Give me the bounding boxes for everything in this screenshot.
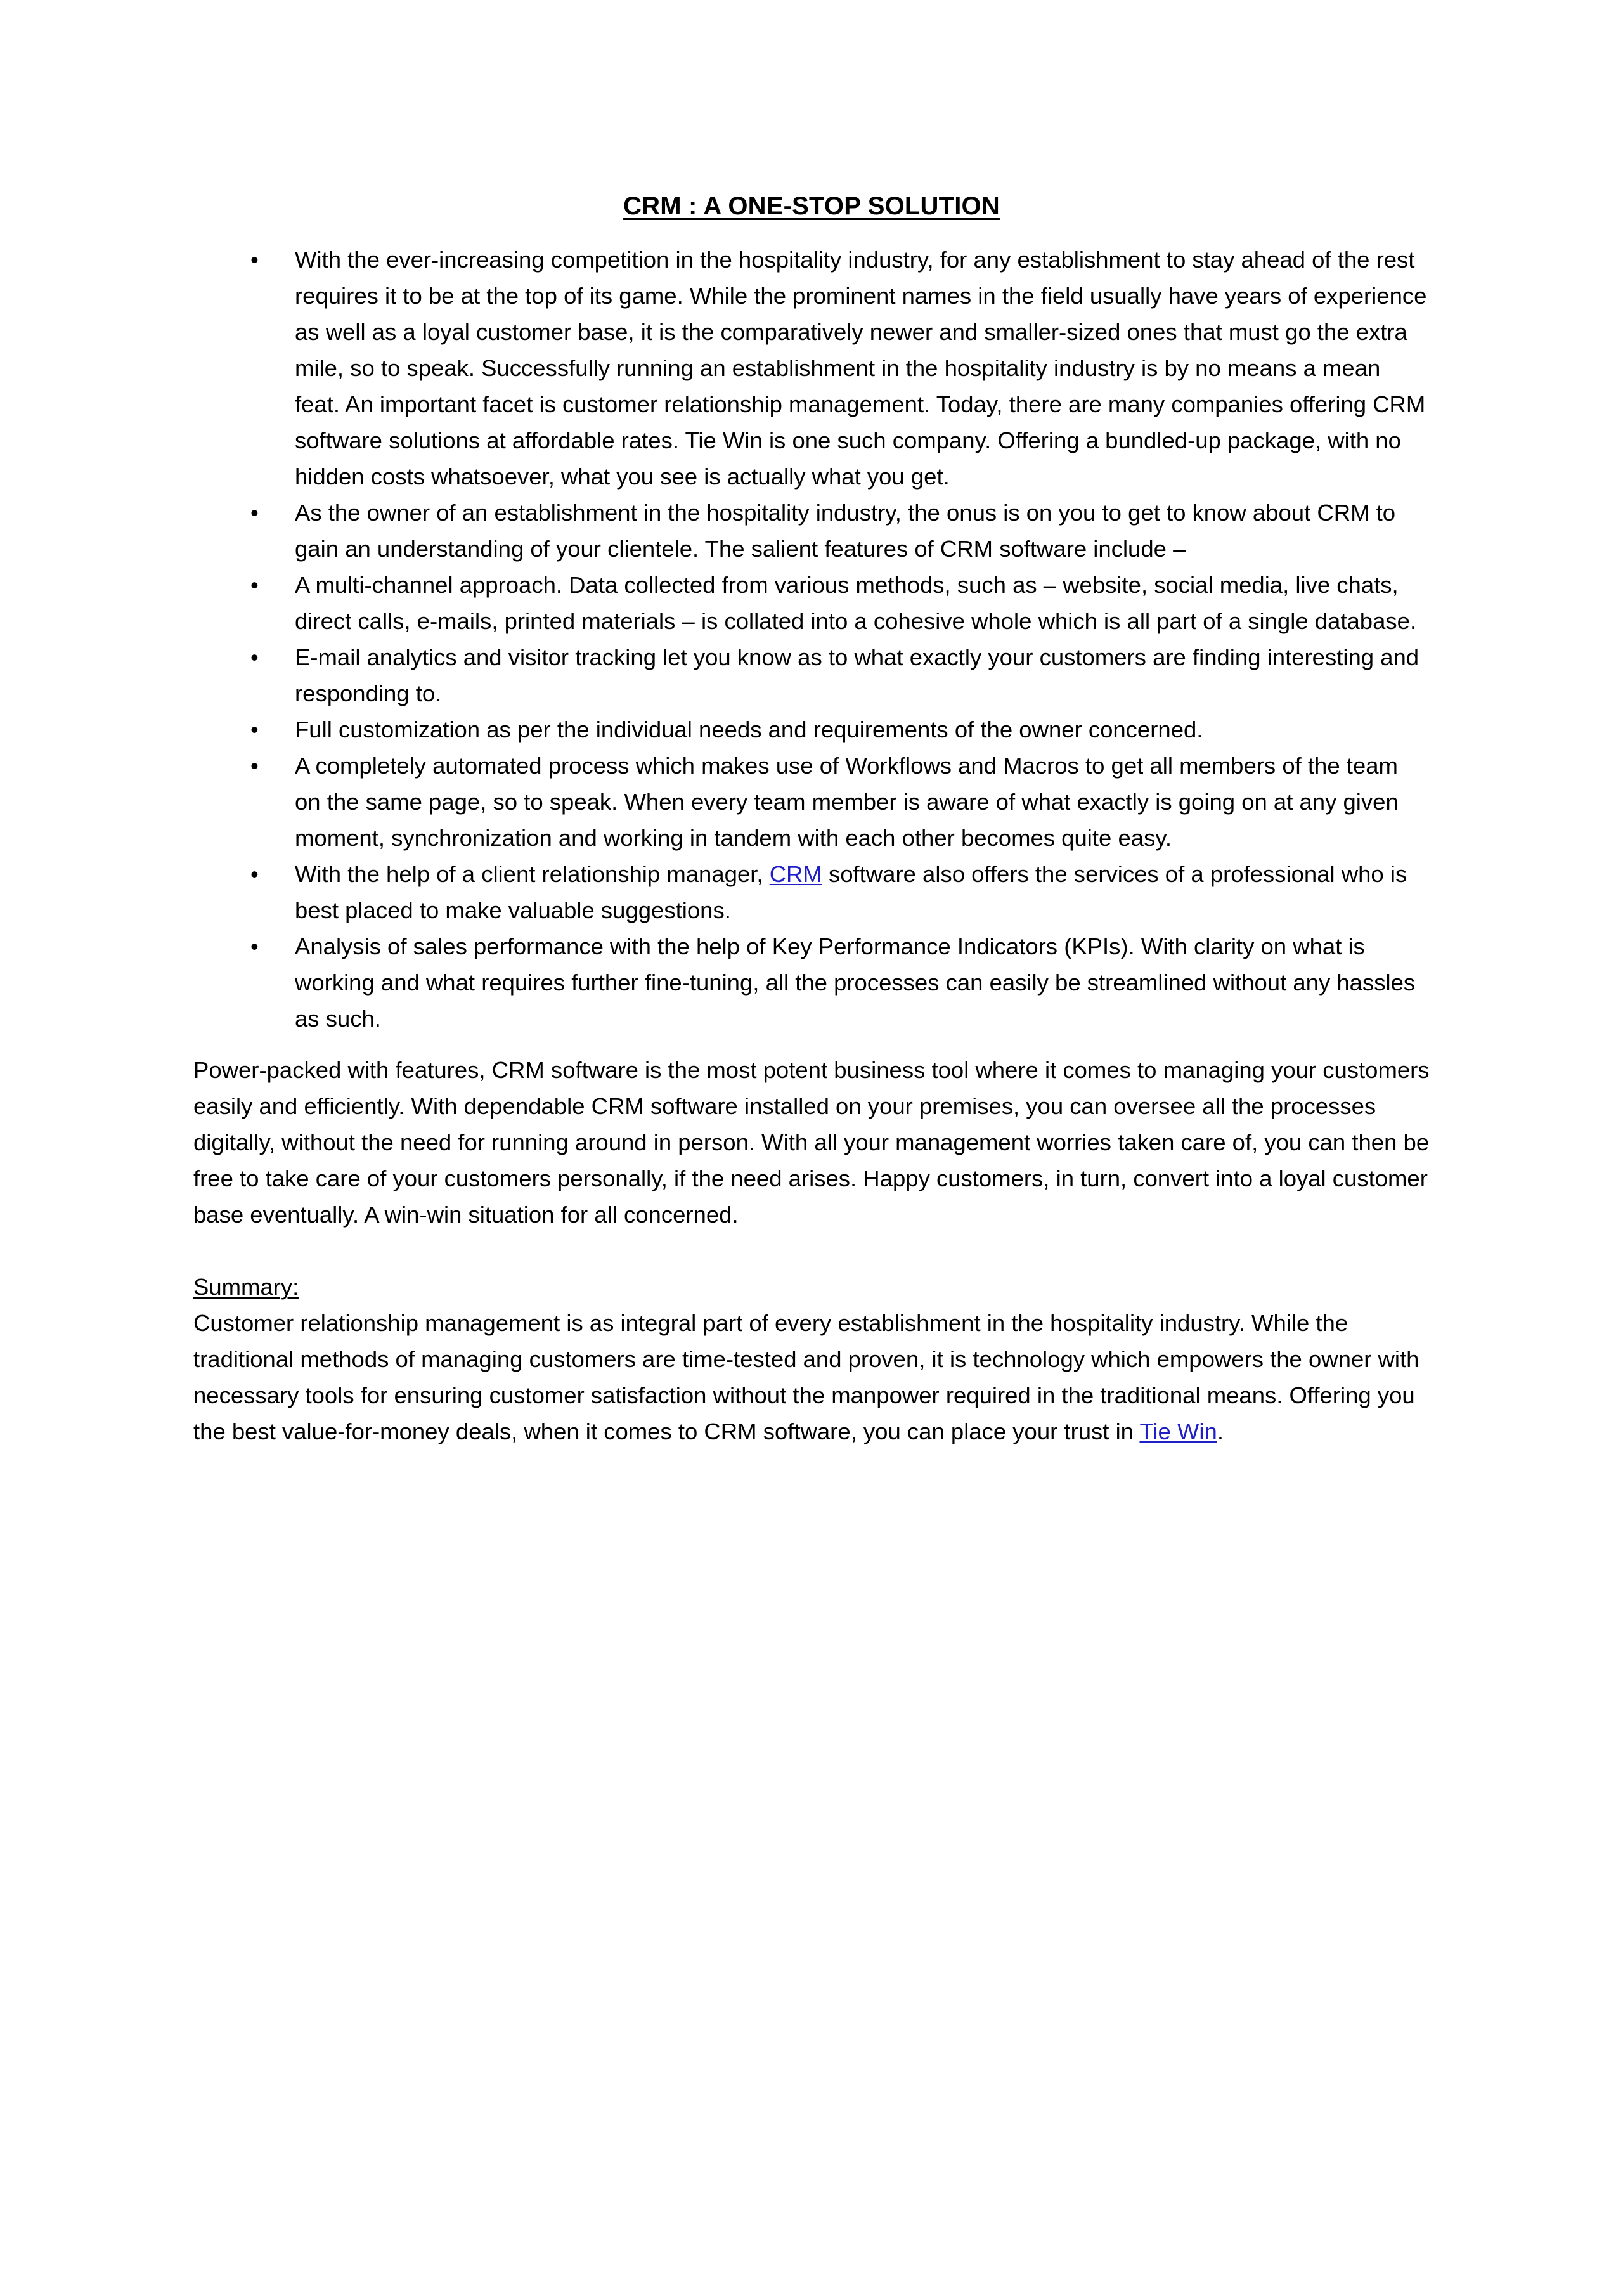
crm-hyperlink[interactable]: CRM [769,861,822,888]
feature-bullet-list [250,242,1430,1037]
tie-win-hyperlink[interactable]: Tie Win [1139,1418,1217,1445]
summary-text-before: Customer relationship management is as integral part of every establishment in the hospitality industry. While the traditional methods of managing customers are time-tested and proven, it is technology which empowers the owner with necessary tools for ensuring customer satisfaction without the manpower required in the traditional means. Offering you the best value-for-money deals, when it comes to CRM software, you can place your trust in [193,1310,1419,1445]
page-title-text: CRM : A ONE-STOP SOLUTION [623,192,1000,220]
list-item-automated-process: • A completely automated process which makes use of Workflows and Macros to get all members of the team on the same page, so to speak. When every team member is aware of what exactly is going on at any given moment, synchronization and working in tandem with each other becomes quite easy. [250,748,1430,856]
summary-heading [193,1269,1430,1305]
summary-text-after: . [1217,1418,1224,1445]
spacer-after-bullets [193,1037,1430,1052]
page-title [193,190,1430,223]
spacer-before-summary [193,1233,1430,1269]
summary-heading-text: Summary: [193,1274,299,1300]
list-item-full-customization: • Full customization as per the individual needs and requirements of the owner concerned. [250,711,1430,748]
list-item-multi-channel: • A multi-channel approach. Data collected from various methods, such as – website, social media, live chats, direct calls, e-mails, printed materials – is collated into a cohesive whole which is all part of a single database. [250,567,1430,639]
list-item-kpi-analysis: • Analysis of sales performance with the help of Key Performance Indicators (KPIs). With clarity on what is working and what requires further fine-tuning, all the processes can easily be streamlined without any hassles as such. [250,928,1430,1037]
list-item-owner-onus: • As the owner of an establishment in the hospitality industry, the onus is on you to get to know about CRM to gain an understanding of your clientele. The salient features of CRM software include – [250,495,1430,567]
document-body [193,190,1430,1450]
list-item-client-manager-text-after: software also offers the services of a professional who is best placed to make valuable suggestions. [295,861,1407,924]
list-item-email-analytics: • E-mail analytics and visitor tracking let you know as to what exactly your customers are finding interesting and responding to. [250,639,1430,711]
list-item-client-manager [250,856,1430,928]
summary-paragraph [193,1305,1430,1450]
closing-paragraph: Power-packed with features, CRM software is the most potent business tool where it comes to managing your customers easily and efficiently. With dependable CRM software installed on your premises, you can oversee all the processes digitally, without the need for running around in person. With all your management worries taken care of, you can then be free to take care of your customers personally, if the need arises. Happy customers, in turn, convert into a loyal customer base eventually. A win-win situation for all concerned. [193,1057,1430,1228]
list-item-client-manager-text-before: With the help of a client relationship manager, [295,861,770,888]
list-item-competition-intro: • With the ever-increasing competition in the hospitality industry, for any establishment to stay ahead of the rest requires it to be at the top of its game. While the prominent names in the field usually have years of experience as well as a loyal customer base, it is the comparatively newer and smaller-sized ones that must go the extra mile, so to speak. Successfully running an establishment in the hospitality industry is by no means a mean feat. An important facet is customer relationship management. Today, there are many companies offering CRM software solutions at affordable rates. Tie Win is one such company. Offering a bundled-up package, with no hidden costs whatsoever, what you see is actually what you get. [250,242,1430,495]
